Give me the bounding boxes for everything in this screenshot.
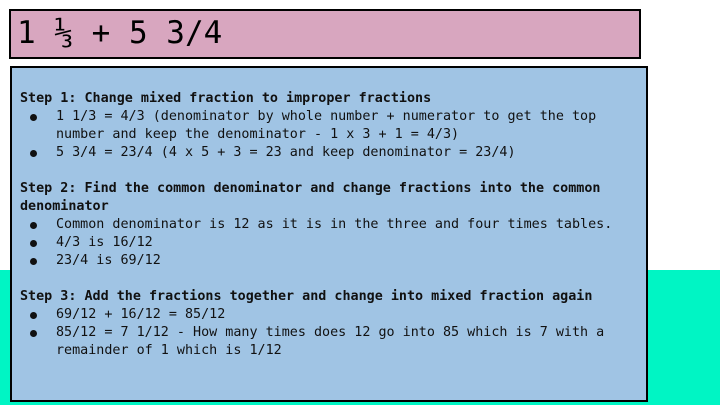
list-item: 5 3/4 = 23/4 (4 x 5 + 3 = 23 and keep denominator = 23/4) xyxy=(20,144,644,162)
step-heading: Step 2: Find the common denominator and change fractions into the common denominator xyxy=(20,181,601,214)
list-item: 85/12 = 7 1/12 - How many times does 12 go into 85 which is 7 with a remainder of 1 which is 1/12 xyxy=(20,324,644,360)
step-list xyxy=(20,216,644,270)
list-item: 1 1/3 = 4/3 (denominator by whole number + numerator to get the top number and keep the denominator - 1 x 3 + 1 = 4/3) xyxy=(20,108,644,144)
step-heading: Step 3: Add the fractions together and change into mixed fraction again xyxy=(20,289,593,304)
step-heading: Step 1: Change mixed fraction to improper fractions xyxy=(20,91,432,106)
steps-content xyxy=(20,90,644,360)
list-item: 4/3 is 16/12 xyxy=(20,234,644,252)
step-list xyxy=(20,306,644,360)
page-title: 1 ⅓ + 5 3/4 xyxy=(17,15,223,51)
step-3 xyxy=(20,288,644,360)
step-2 xyxy=(20,180,644,270)
title-box xyxy=(9,9,641,59)
list-item: 69/12 + 16/12 = 85/12 xyxy=(20,306,644,324)
list-item: 23/4 is 69/12 xyxy=(20,252,644,270)
list-item: Common denominator is 12 as it is in the three and four times tables. xyxy=(20,216,644,234)
step-list xyxy=(20,108,644,162)
content-box xyxy=(10,66,648,402)
step-1 xyxy=(20,90,644,162)
